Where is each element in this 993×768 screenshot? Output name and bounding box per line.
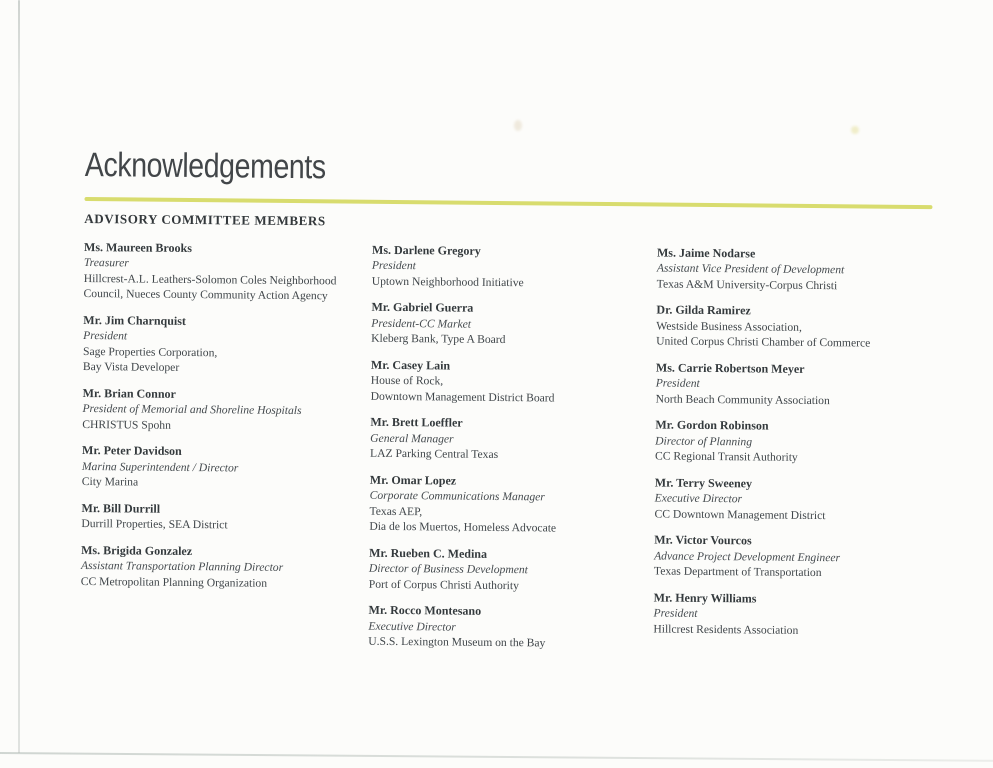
member-org-line: North Beach Community Association: [655, 391, 830, 407]
member-title: Corporate Communications Manager: [369, 488, 545, 504]
member-entry: [371, 357, 656, 406]
member-title: President of Memorial and Shoreline Hospitals: [82, 401, 302, 418]
member-title: Treasurer: [83, 255, 129, 270]
member-entry: [653, 590, 930, 639]
member-entry: [657, 245, 934, 294]
members-columns: [80, 239, 934, 665]
scan-left-edge-line: [18, 0, 20, 753]
member-entry: [82, 385, 370, 434]
member-org-line: Downtown Management District Board: [370, 389, 555, 405]
member-title: General Manager: [370, 431, 454, 446]
members-column-1: [80, 239, 372, 660]
member-org-line: Texas Department of Transportation: [653, 564, 822, 580]
member-entry: [656, 360, 933, 409]
member-entry: [81, 542, 369, 591]
member-org-line: Bay Vista Developer: [82, 359, 180, 374]
member-entry: [654, 475, 931, 524]
member-entry: [655, 417, 932, 466]
document-page: [80, 147, 935, 666]
member-org-line: Dia de los Muertos, Homeless Advocate: [369, 519, 557, 535]
member-org-line: Uptown Neighborhood Initiative: [371, 274, 524, 289]
member-name: Ms. Brigida Gonzalez: [81, 542, 193, 558]
member-org-line: Council, Nueces County Community Action Agency: [83, 286, 328, 303]
member-org-line: LAZ Parking Central Texas: [370, 446, 499, 461]
member-name: Mr. Gabriel Guerra: [371, 299, 474, 315]
member-entry: [654, 532, 931, 581]
scan-bottom-edge-line: [0, 752, 993, 762]
member-name: Mr. Omar Lopez: [369, 472, 457, 488]
member-name: Mr. Rocco Montesano: [368, 602, 482, 618]
section-heading: ADVISORY COMMITTEE MEMBERS: [84, 210, 326, 228]
member-name: Ms. Maureen Brooks: [83, 239, 192, 255]
member-entry: [371, 300, 656, 349]
member-org-line: U.S.S. Lexington Museum on the Bay: [368, 634, 546, 650]
member-title: Director of Planning: [655, 433, 753, 448]
member-title: President-CC Market: [371, 316, 472, 331]
accent-rule: [84, 197, 932, 209]
member-title: Assistant Transportation Planning Director: [80, 558, 284, 574]
member-entry: [82, 443, 370, 492]
member-title: President: [83, 328, 128, 343]
member-name: Mr. Terry Sweeney: [654, 474, 753, 490]
member-name: Mr. Brian Connor: [82, 385, 176, 401]
member-name: Mr. Gordon Robinson: [655, 417, 769, 433]
member-title: Marina Superintendent / Director: [81, 459, 239, 474]
member-name: Ms. Darlene Gregory: [371, 242, 481, 258]
scan-speck: [851, 126, 859, 134]
member-entry: [369, 545, 654, 594]
member-title: Advance Project Development Engineer: [654, 548, 841, 564]
members-column-3: [653, 245, 934, 666]
member-entry: [370, 415, 655, 464]
member-org-line: Texas AEP,: [369, 504, 423, 518]
member-org-line: Hillcrest Residents Association: [653, 621, 799, 637]
member-name: Mr. Brett Loeffler: [370, 414, 463, 430]
member-entry: [81, 500, 369, 534]
member-org-line: United Corpus Christi Chamber of Commerce: [656, 334, 871, 350]
member-entry: [83, 312, 372, 377]
member-title: President: [371, 258, 416, 273]
member-name: Mr. Bill Durrill: [81, 500, 161, 516]
member-name: Mr. Jim Charnquist: [83, 312, 186, 328]
member-org-line: CC Downtown Management District: [654, 506, 826, 522]
page-title: Acknowledgements: [84, 146, 326, 187]
member-org-line: House of Rock,: [370, 373, 444, 388]
member-entry: [656, 302, 933, 351]
member-title: President: [655, 376, 700, 390]
member-title: President: [653, 606, 698, 620]
member-org-line: CC Regional Transit Authority: [654, 449, 798, 464]
member-org-line: Westside Business Association,: [656, 318, 802, 334]
member-org-line: Kleberg Bank, Type A Board: [371, 331, 506, 347]
member-name: Ms. Carrie Robertson Meyer: [655, 359, 805, 376]
member-org-line: CHRISTUS Spohn: [82, 417, 171, 432]
member-name: Dr. Gilda Ramirez: [656, 302, 751, 318]
member-title: Director of Business Development: [368, 561, 528, 577]
member-org-line: Sage Properties Corporation,: [82, 344, 218, 359]
member-name: Mr. Henry Williams: [653, 589, 757, 605]
member-name: Mr. Peter Davidson: [82, 442, 182, 458]
member-org-line: Port of Corpus Christi Authority: [368, 577, 519, 592]
member-org-line: Hillcrest-A.L. Leathers-Solomon Coles Neighborhood: [83, 271, 337, 287]
member-name: Mr. Rueben C. Medina: [369, 545, 488, 561]
scan-speck: [514, 120, 522, 131]
member-name: Ms. Jaime Nodarse: [656, 244, 756, 260]
members-column-2: [368, 242, 657, 663]
member-entry: [369, 472, 655, 537]
member-org-line: City Marina: [81, 474, 139, 489]
member-name: Mr. Victor Vourcos: [654, 532, 752, 548]
member-org-line: CC Metropolitan Planning Organization: [80, 574, 268, 590]
member-title: Executive Director: [368, 619, 456, 634]
member-title: Executive Director: [654, 491, 743, 506]
member-entry: [372, 242, 657, 291]
member-entry: [368, 603, 653, 652]
member-org-line: Texas A&M University-Corpus Christi: [656, 276, 838, 292]
member-org-line: Durrill Properties, SEA District: [81, 516, 228, 532]
member-title: Assistant Vice President of Development: [656, 261, 845, 277]
member-name: Mr. Casey Lain: [370, 357, 451, 373]
member-entry: [84, 239, 373, 304]
